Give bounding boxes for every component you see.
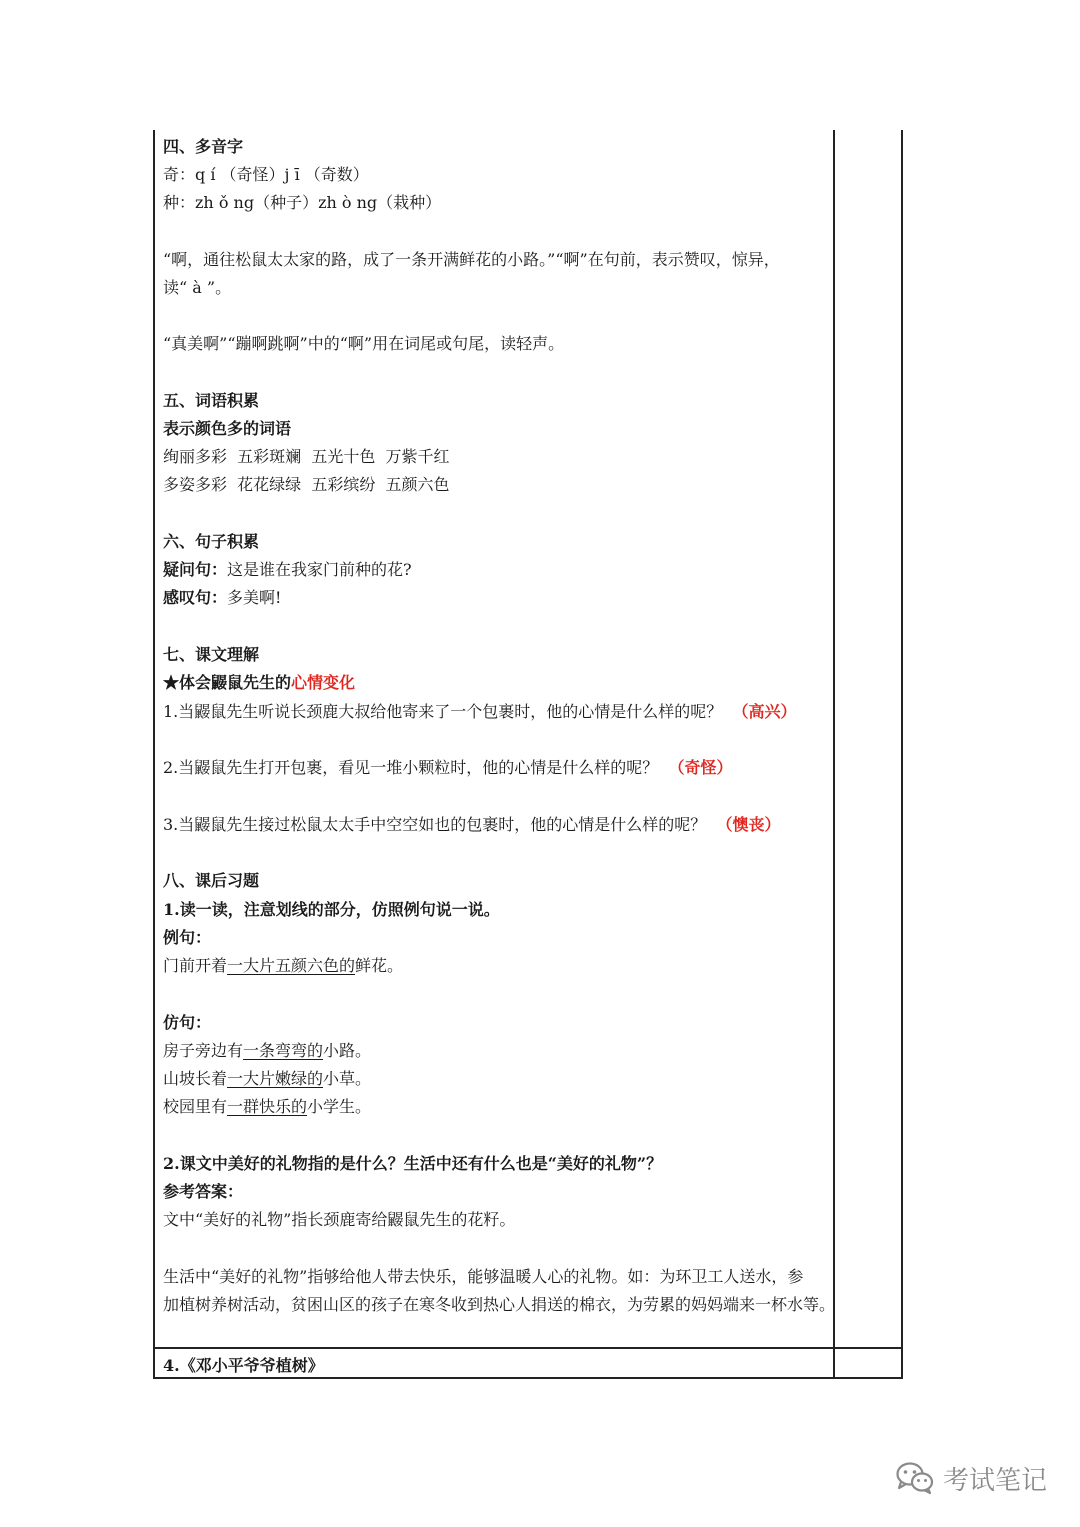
exclamation-text: 多美啊!	[227, 588, 282, 607]
vocabulary-row-2: 多姿多彩 花花绿绿 五彩缤纷 五颜六色	[163, 475, 450, 494]
comprehension-q3	[163, 814, 780, 836]
s1-pre: 房子旁边有	[163, 1041, 244, 1060]
answer-gift-in-life-2: 加植树养树活动，贫困山区的孩子在寒冬收到热心人捐送的棉衣，为劳累的妈妈端来一杯水等。	[163, 1295, 836, 1314]
q3-answer: （懊丧）	[716, 815, 781, 834]
s1-underlined: 一条弯弯的	[243, 1041, 324, 1060]
mood-change-prefix: ★体会鼹鼠先生的	[163, 673, 292, 692]
exercise-2-title: 2.课文中美好的礼物指的是什么？生活中还有什么也是“美好的礼物”？	[163, 1154, 663, 1173]
reference-answer-label: 参考答案：	[163, 1182, 244, 1201]
question-text: 这是谁在我家门前种的花?	[227, 560, 412, 579]
exclamation-sentence	[163, 587, 281, 609]
q2-answer: （奇怪）	[668, 758, 733, 777]
answer-gift-in-life-1: 生活中“美好的礼物”指够给他人带去快乐，能够温暖人心的礼物。如：为环卫工人送水，参	[163, 1267, 804, 1286]
table-left-border	[153, 130, 155, 1379]
question-label: 疑问句：	[163, 560, 228, 579]
example-post: 鲜花。	[355, 956, 404, 975]
q1-text: 1.当鼹鼠先生听说长颈鹿大叔给他寄来了一个包裹时，他的心情是什么样的呢？	[163, 702, 723, 721]
s2-underlined: 一大片嫩绿的	[227, 1069, 324, 1088]
mood-change-highlight: 心情变化	[291, 673, 356, 692]
imitation-sentence-3	[163, 1096, 371, 1118]
s3-underlined: 一群快乐的	[227, 1097, 308, 1116]
watermark	[895, 1458, 1047, 1498]
s3-pre: 校园里有	[163, 1097, 228, 1116]
section-heading-sentences: 六、句子积累	[163, 532, 260, 551]
q1-answer: （高兴）	[732, 702, 797, 721]
section-heading-comprehension: 七、课文理解	[163, 645, 260, 664]
table-row-divider	[153, 1347, 903, 1349]
example-sentence	[163, 955, 403, 977]
section-heading-polyphones: 四、多音字	[163, 137, 244, 156]
section-heading-vocabulary: 五、词语积累	[163, 391, 260, 410]
example-pre: 门前开着	[163, 956, 228, 975]
table-right-border	[901, 130, 903, 1379]
imitation-sentence-2	[163, 1068, 371, 1090]
s1-post: 小路。	[323, 1041, 372, 1060]
s3-post: 小学生。	[307, 1097, 372, 1116]
watermark-text: 考试笔记	[943, 1465, 1048, 1496]
polyphone-zhong: 种：zh ǒ ng（种子）zh ò ng（栽种）	[163, 193, 442, 212]
exercise-1-title: 1.读一读，注意划线的部分，仿照例句说一说。	[163, 900, 500, 919]
mood-change-heading	[163, 672, 355, 694]
wechat-icon	[895, 1461, 935, 1495]
table-bottom-border	[153, 1377, 903, 1379]
s2-pre: 山坡长着	[163, 1069, 228, 1088]
comprehension-q1	[163, 701, 796, 723]
vocabulary-subheading: 表示颜色多的词语	[163, 419, 292, 438]
polyphone-qi: 奇：q í （奇怪）j ī （奇数）	[163, 165, 369, 184]
next-lesson-title: 4.《邓小平爷爷植树》	[163, 1356, 324, 1375]
q3-text: 3.当鼹鼠先生接过松鼠太太手中空空如也的包裹时，他的心情是什么样的呢？	[163, 815, 707, 834]
section-heading-exercises: 八、课后习题	[163, 871, 260, 890]
a-note-neutral-tone: “真美啊”“蹦啊跳啊”中的“啊”用在词尾或句尾，读轻声。	[163, 334, 565, 353]
a-note-line-2: 读“ à ”。	[163, 278, 232, 297]
s2-post: 小草。	[323, 1069, 372, 1088]
q2-text: 2.当鼹鼠先生打开包裹，看见一堆小颗粒时，他的心情是什么样的呢？	[163, 758, 659, 777]
table-column-divider	[833, 130, 835, 1379]
imitation-label: 仿句：	[163, 1013, 212, 1032]
answer-gift-in-text: 文中“美好的礼物”指长颈鹿寄给鼹鼠先生的花籽。	[163, 1210, 516, 1229]
comprehension-q2	[163, 757, 732, 779]
a-note-line-1: “啊，通往松鼠太太家的路，成了一条开满鲜花的小路。”“啊”在句前，表示赞叹，惊异，	[163, 250, 780, 269]
imitation-sentence-1	[163, 1040, 371, 1062]
exclamation-label: 感叹句：	[163, 588, 228, 607]
question-sentence	[163, 559, 412, 581]
example-underlined: 一大片五颜六色的	[227, 956, 356, 975]
vocabulary-row-1: 绚丽多彩 五彩斑斓 五光十色 万紫千红	[163, 447, 450, 466]
example-label: 例句：	[163, 928, 212, 947]
